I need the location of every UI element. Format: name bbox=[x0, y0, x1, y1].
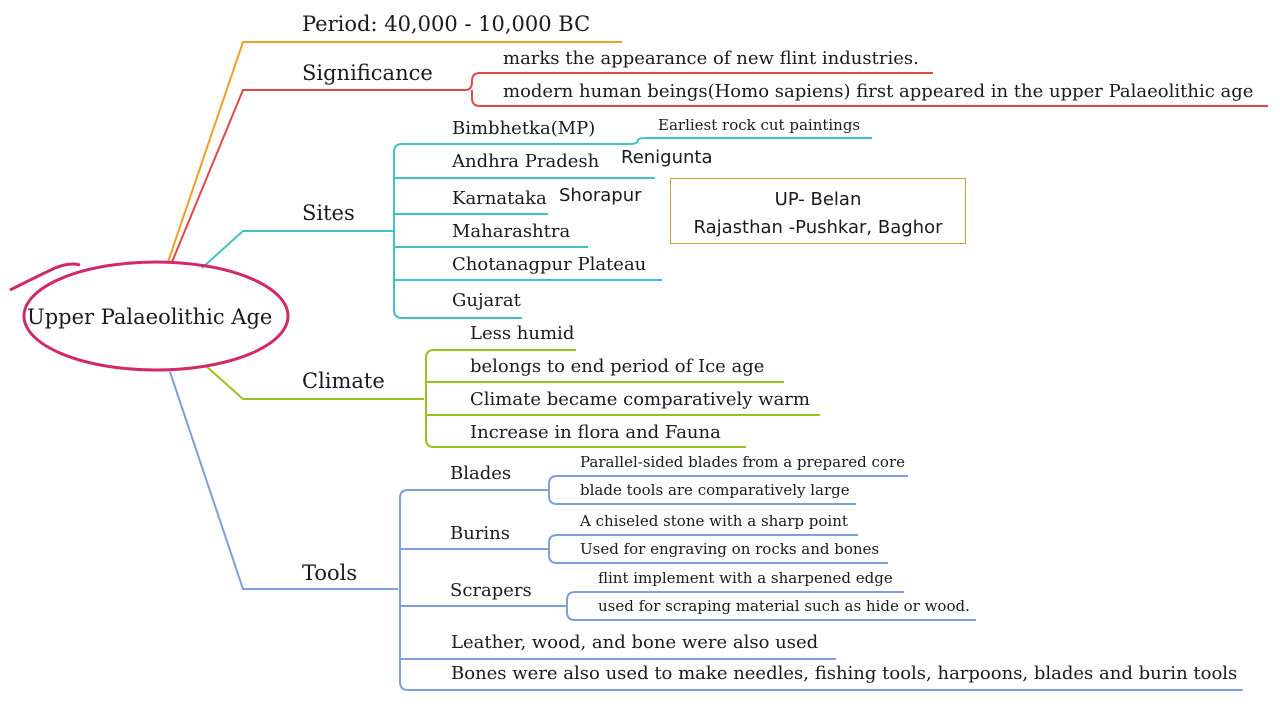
site-item: Maharashtra bbox=[452, 221, 571, 242]
climate-item: Less humid bbox=[470, 323, 575, 344]
climate-item: Increase in flora and Fauna bbox=[470, 422, 721, 443]
tools-connector bbox=[170, 369, 398, 589]
andhra-note: Renigunta bbox=[621, 147, 713, 168]
site-item: Chotanagpur Plateau bbox=[452, 254, 647, 275]
tool-burins-label: Burins bbox=[450, 523, 511, 544]
other-site: UP- Belan bbox=[774, 189, 862, 210]
karnataka-note: Shorapur bbox=[559, 185, 642, 206]
site-item: Andhra Pradesh bbox=[452, 151, 600, 172]
tool-burins-item: Used for engraving on rocks and bones bbox=[580, 540, 880, 558]
sites-connector bbox=[202, 231, 393, 268]
climate-item: belongs to end period of Ice age bbox=[470, 356, 765, 377]
site-item: Gujarat bbox=[452, 290, 521, 311]
tool-blades-item: blade tools are comparatively large bbox=[580, 481, 850, 499]
tools-label: Tools bbox=[302, 561, 358, 585]
other-sites-callout bbox=[670, 178, 966, 244]
tool-blades-item: Parallel-sided blades from a prepared core bbox=[580, 453, 905, 471]
climate-label: Climate bbox=[302, 369, 385, 393]
tool-blades-label: Blades bbox=[450, 463, 512, 484]
other-site: Rajasthan -Pushkar, Baghor bbox=[693, 217, 943, 238]
significance-label: Significance bbox=[302, 61, 433, 85]
bimbhetka-note: Earliest rock cut paintings bbox=[658, 116, 861, 134]
sites-label: Sites bbox=[302, 201, 355, 225]
tool-scrapers-label: Scrapers bbox=[450, 580, 532, 601]
tool-scrapers-item: flint implement with a sharpened edge bbox=[598, 569, 893, 587]
tool-other-item: Bones were also used to make needles, fishing tools, harpoons, blades and burin tools bbox=[451, 663, 1238, 684]
significance-item: modern human beings(Homo sapiens) first appeared in the upper Palaeolithic age bbox=[503, 81, 1254, 102]
tool-burins-item: A chiseled stone with a sharp point bbox=[580, 512, 848, 530]
root-topic: Upper Palaeolithic Age bbox=[27, 305, 273, 329]
tool-other-item: Leather, wood, and bone were also used bbox=[451, 632, 819, 653]
period-label: Period: 40,000 - 10,000 BC bbox=[302, 12, 591, 36]
climate-item: Climate became comparatively warm bbox=[470, 389, 810, 410]
site-item: Karnataka bbox=[452, 188, 547, 209]
significance-item: marks the appearance of new flint industries. bbox=[503, 48, 919, 69]
site-item: Bimbhetka(MP) bbox=[452, 118, 596, 139]
tool-scrapers-item: used for scraping material such as hide or wood. bbox=[598, 597, 970, 615]
significance-connector bbox=[172, 90, 465, 262]
bimbhetka-note-connector bbox=[630, 138, 872, 144]
